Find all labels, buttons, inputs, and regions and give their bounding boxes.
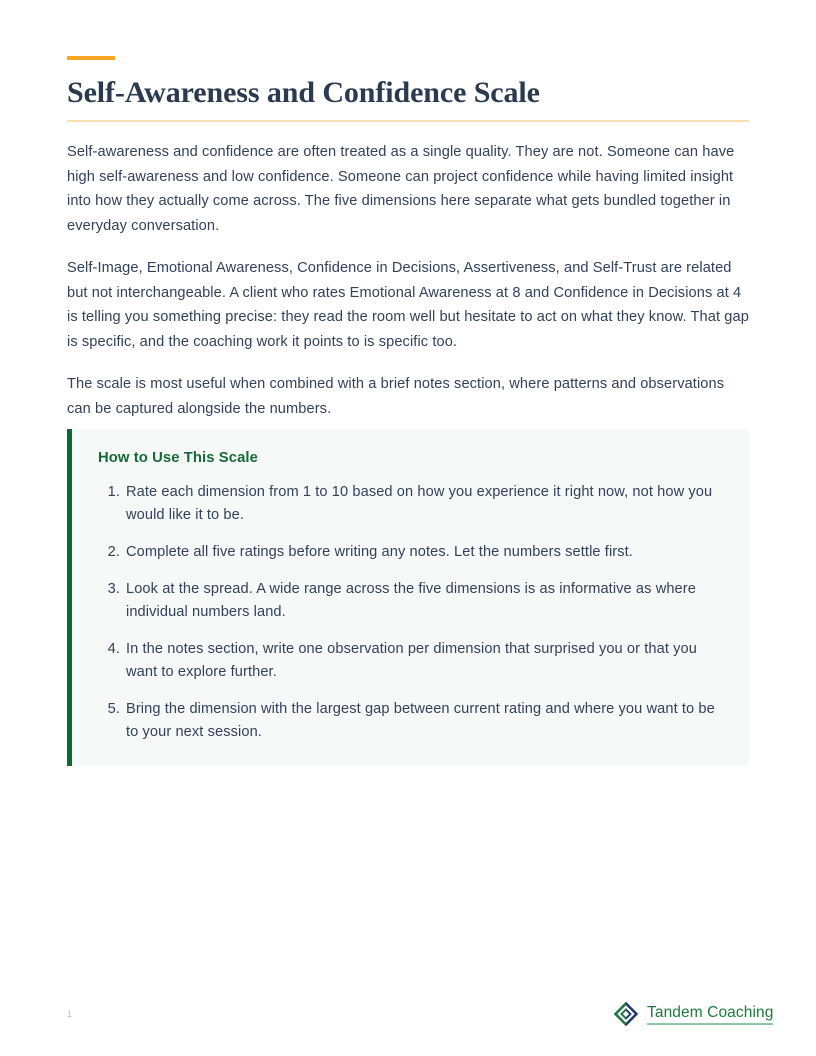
list-item: Complete all five ratings before writing any notes. Let the numbers settle first. [126,544,633,560]
paragraph-3: The scale is most useful when combined with a brief notes section, where patterns and observations can be captured alongside the numbers. [67,376,725,417]
body-copy [67,140,749,421]
list-item: Rate each dimension from 1 to 10 based on how you experience it right now, not how you would like it to be. [126,484,713,523]
logo-underline [647,1023,773,1025]
paragraph-1: Self-awareness and confidence are often treated as a single quality. They are not. Someone can have high self-awareness and low confidence. Someone can project confidence while having limited insight into how they actually come across. The five dimensions here separate what gets bundled together in everyday conversation. [67,144,735,234]
tandem-diamond-logo-icon [613,1001,639,1027]
list-item: Look at the spread. A wide range across the five dimensions is as informative as where individual numbers land. [126,581,696,620]
list-item: In the notes section, write one observation per dimension that surprised you or that you want to explore further. [126,641,697,680]
footer-logo [613,1001,773,1027]
title-accent-bar [67,56,115,60]
logo-text: Tandem Coaching [647,1004,774,1022]
title-divider [67,120,749,122]
callout-heading: How to Use This Scale [98,450,258,466]
page-number: 1 [67,1009,73,1019]
how-to-use-list [98,481,723,744]
page-title: Self-Awareness and Confidence Scale [67,76,540,109]
list-item: Bring the dimension with the largest gap between current rating and where you want to be to your next session. [126,701,715,740]
paragraph-2: Self-Image, Emotional Awareness, Confidence in Decisions, Assertiveness, and Self-Trust are related but not interchangeable. A client who rates Emotional Awareness at 8 and Confidence in Decisions at 4 is telling you something precise: they read the room well but hesitate to act on what they know. That gap is specific, and the coaching work it points to is specific too. [67,260,749,350]
logo-wordmark [647,1003,773,1025]
how-to-use-callout [67,429,749,766]
